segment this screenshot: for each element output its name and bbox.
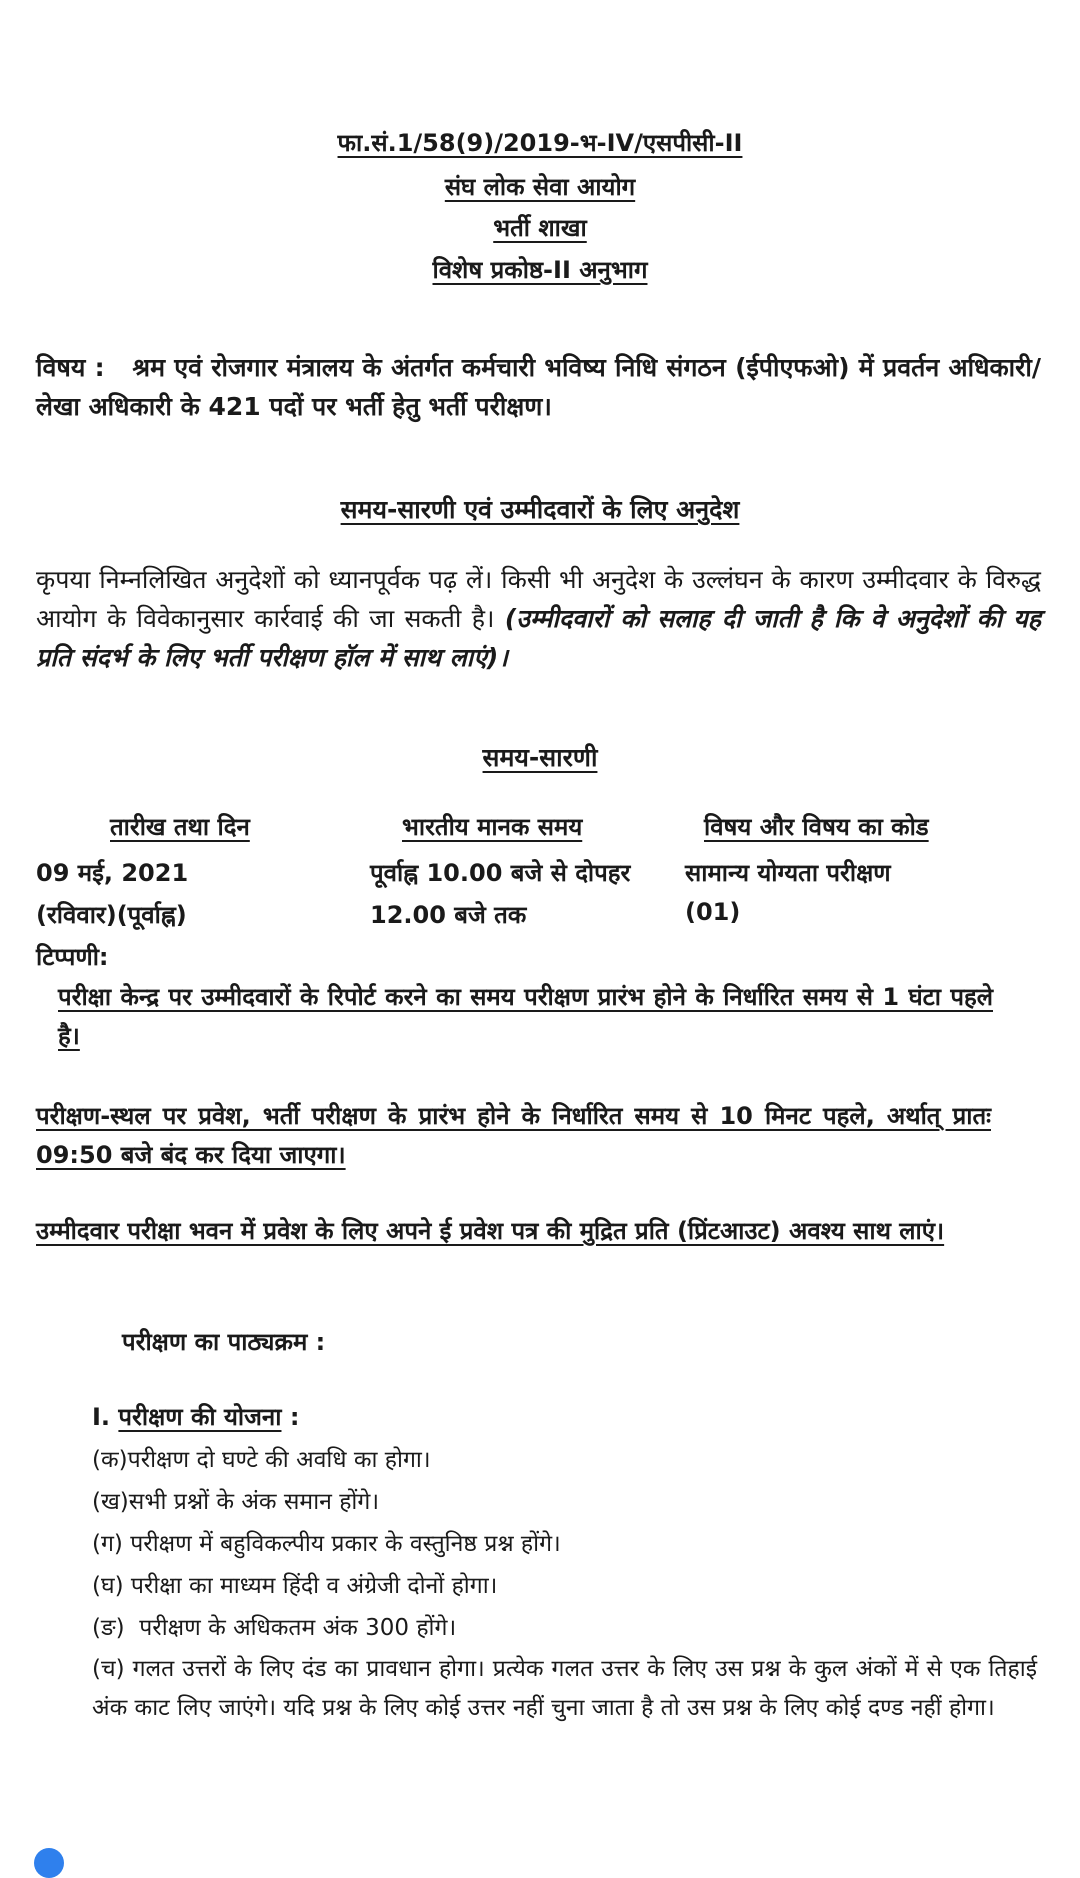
note-admit-card: उम्मीदवार परीक्षा भवन में प्रवेश के लिए अपने ई प्रवेश पत्र की मुद्रित प्रति (प्रिंटआउट) अवश्य साथ लाएं।: [36, 1217, 945, 1245]
instructions-heading: समय-सारणी एवं उम्मीदवारों के लिए अनुदेश: [340, 495, 740, 524]
file-number: फा.सं.1/58(9)/2019-भ-IV/एसपीसी-II: [337, 129, 743, 157]
instructions-text: कृपया निम्नलिखित अनुदेशों को ध्यानपूर्वक पढ़ लें। किसी भी अनुदेश के उल्लंघन के कारण उम्मीदवार के विरुद्ध आयोग के विवेकानुसार कार्रवाई की जा सकती है।: [36, 565, 1041, 633]
list-item-text: परीक्षा का माध्यम हिंदी व अंग्रेजी दोनों होगा।: [130, 1573, 498, 1599]
schedule-day: (रविवार)(पूर्वाह्न): [36, 901, 187, 929]
list-item-text: सभी प्रश्नों के अंक समान होंगे।: [128, 1489, 380, 1515]
floating-dot-icon: [34, 1848, 64, 1878]
list-item-marker: (ख): [92, 1489, 129, 1515]
schedule-time-end: 12.00 बजे तक: [370, 901, 527, 929]
syllabus-heading: परीक्षण का पाठ्यक्रम :: [122, 1328, 326, 1356]
list-item: [92, 1568, 497, 1600]
list-item: [92, 1526, 561, 1558]
subject-label: विषय :: [36, 353, 105, 382]
note-entry-closing: परीक्षण-स्थल पर प्रवेश, भर्ती परीक्षण के प्रारंभ होने के निर्धारित समय से 10 मिनट पहले, अर्थात् प्रातः 09:50 बजे बंद कर दिया जाएगा।: [36, 1102, 991, 1169]
scheme-heading: [92, 1400, 299, 1433]
scheme-colon: :: [289, 1403, 300, 1431]
note-reporting-time: परीक्षा केन्द्र पर उम्मीदवारों के रिपोर्ट करने का समय परीक्षण प्रारंभ होने के निर्धारित समय से 1 घंटा पहले है।: [58, 983, 993, 1050]
list-item-text: गलत उत्तरों के लिए दंड का प्रावधान होगा। प्रत्येक गलत उत्तर के लिए उस प्रश्न के कुल अंकों में से एक तिहाई अंक काट लिए जाएंगे। यदि प्रश्न के लिए कोई उत्तर नहीं चुना जाता है तो उस प्रश्न के लिए कोई दण्ड नहीं होगा।: [92, 1656, 1037, 1721]
schedule-subject-code: (01): [685, 898, 741, 926]
list-item-text: परीक्षण दो घण्टे की अवधि का होगा।: [127, 1447, 431, 1473]
list-item-marker: (क): [92, 1447, 128, 1473]
schedule-date: 09 मई, 2021: [36, 859, 189, 887]
instructions-paragraph: [36, 560, 1041, 677]
section-name: विशेष प्रकोष्ठ-II अनुभाग: [432, 256, 648, 284]
schedule-heading: समय-सारणी: [482, 743, 598, 772]
schedule-time-start: पूर्वाह्न 10.00 बजे से दोपहर: [370, 859, 631, 887]
list-item: [92, 1442, 431, 1474]
list-item-marker: (घ): [92, 1573, 124, 1599]
schedule-col-subject: विषय और विषय का कोड: [704, 813, 929, 841]
list-item-marker: (ग): [92, 1531, 123, 1557]
schedule-col-time: भारतीय मानक समय: [402, 813, 583, 841]
list-item: [92, 1610, 456, 1642]
branch-name: भर्ती शाखा: [493, 214, 587, 242]
scheme-number: I.: [92, 1403, 111, 1431]
list-item-marker: (ङ): [92, 1615, 125, 1641]
organization-name: संघ लोक सेवा आयोग: [444, 173, 636, 201]
subject-paragraph: [36, 348, 1041, 426]
list-item: [92, 1484, 379, 1516]
subject-text: श्रम एवं रोजगार मंत्रालय के अंतर्गत कर्मचारी भविष्य निधि संगठन (ईपीएफओ) में प्रवर्तन अधिकारी/लेखा अधिकारी के 421 पदों पर भर्ती हेतु भर्ती परीक्षण।: [36, 353, 1041, 421]
list-item-marker: (च): [92, 1656, 125, 1682]
instructions-advice: (उम्मीदवारों को सलाह दी जाती है कि वे अनुदेशों की यह प्रति संदर्भ के लिए भर्ती परीक्षण हॉल में साथ लाएं)।: [36, 604, 1041, 672]
list-item-text: परीक्षण के अधिकतम अंक 300 होंगे।: [139, 1615, 457, 1641]
list-item-text: परीक्षण में बहुविकल्पीय प्रकार के वस्तुनिष्ठ प्रश्न होंगे।: [130, 1531, 561, 1557]
schedule-col-date: तारीख तथा दिन: [110, 813, 250, 841]
scheme-title: परीक्षण की योजना: [118, 1403, 282, 1431]
notes-label: टिप्पणी:: [36, 943, 109, 971]
schedule-subject: सामान्य योग्यता परीक्षण: [685, 859, 891, 887]
list-item: [92, 1650, 1037, 1728]
